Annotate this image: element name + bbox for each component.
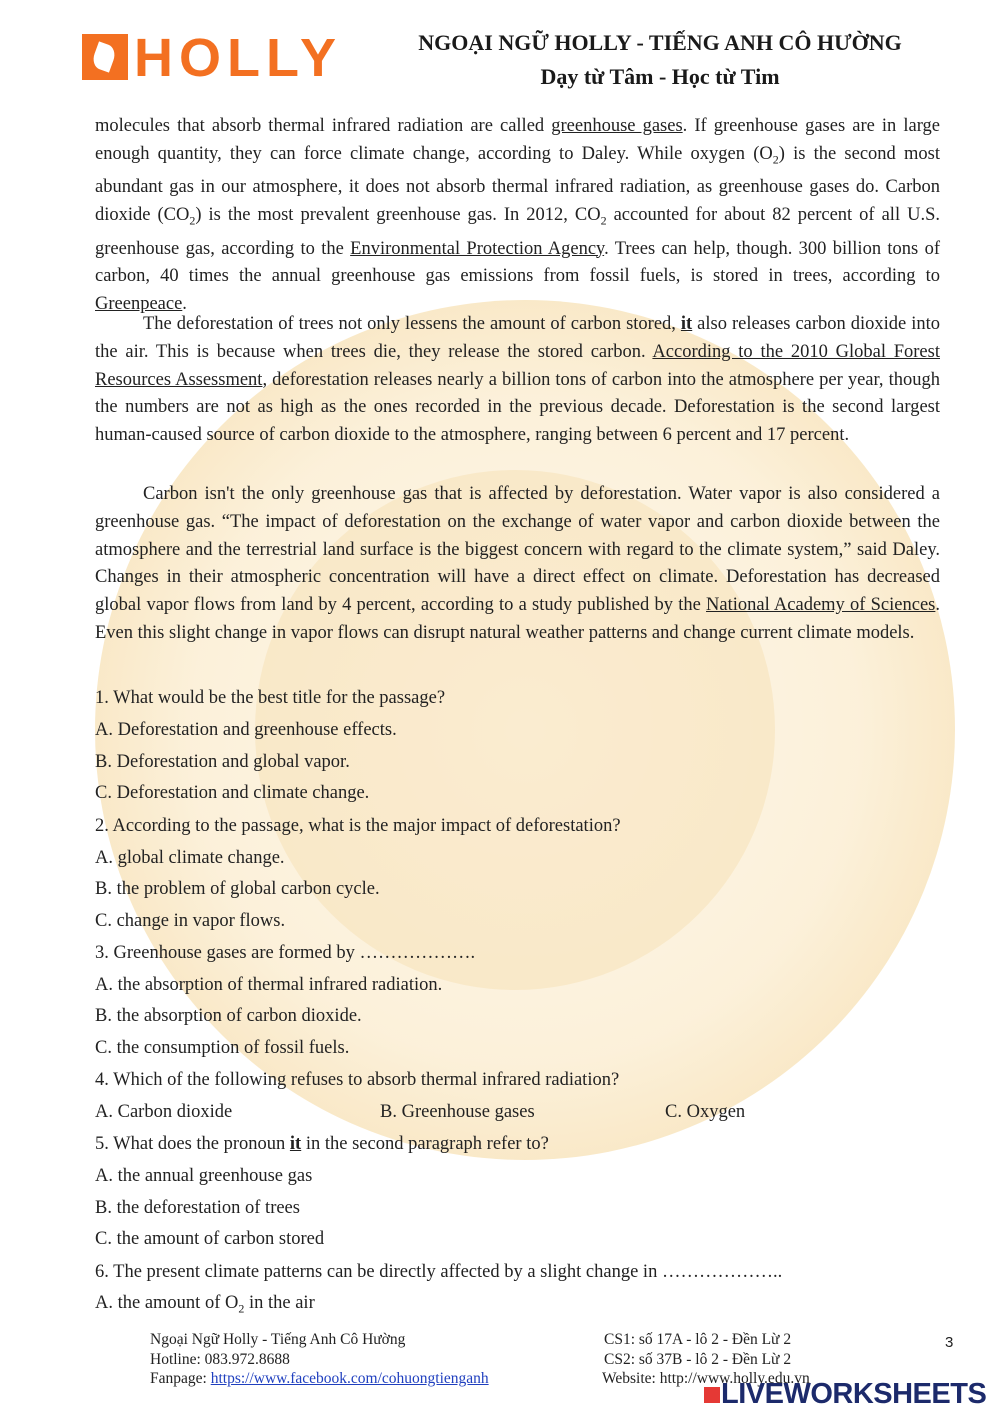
question-4-option-c: C. Oxygen: [665, 1102, 746, 1122]
page-subtitle: Dạy từ Tâm - Học từ Tim: [540, 64, 780, 89]
pronoun-it: it: [680, 314, 693, 334]
question-3: 3. Greenhouse gases are formed by ……………….: [95, 943, 476, 963]
question-1-option-c: C. Deforestation and climate change.: [95, 783, 370, 803]
passage-paragraph-3: Carbon isn't the only greenhouse gas that is affected by deforestation. Water vapor is also considered a greenhouse gas. “The impact of deforestation on the exchange of water vapor and carbon dioxide between the atmosphere and the terrestrial land surface is the biggest concern with regard to the climate system,” said Daley. Changes in their atmospheric concentration will have a direct effect on climate. Deforestation has decreased global vapor flows from land by 4 percent, according to a study published by the National Academy of Sciences. Even this slight change in vapor flows can disrupt natural weather patterns and change current climate models.: [95, 484, 940, 643]
question-1-option-b: B. Deforestation and global vapor.: [95, 752, 350, 772]
question-4-option-b: B. Greenhouse gases: [380, 1102, 535, 1122]
logo-text: HOLLY: [134, 28, 343, 88]
question-5-option-a: A. the annual greenhouse gas: [95, 1166, 313, 1186]
question-3-option-c: C. the consumption of fossil fuels.: [95, 1038, 350, 1058]
link-greenhouse-gases[interactable]: greenhouse gases: [551, 116, 683, 136]
link-epa[interactable]: Environmental Protection Agency: [350, 238, 605, 259]
question-6-option-a: A. the amount of $O_2$ in the air: [95, 1293, 315, 1316]
question-5-option-c: C. the amount of carbon stored: [95, 1229, 325, 1249]
footer-hotline: Hotline: 083.972.8688: [150, 1351, 290, 1368]
holly-logo: [82, 30, 342, 86]
fanpage-link[interactable]: https://www.facebook.com/cohuongtienganh: [210, 1370, 489, 1387]
link-greenpeace[interactable]: Greenpeace: [95, 294, 183, 315]
liveworksheets-logo[interactable]: LIVEWORKSHEETS: [704, 1378, 986, 1411]
question-4: 4. Which of the following refuses to absorb thermal infrared radiation?: [95, 1070, 620, 1090]
question-2: 2. According to the passage, what is the major impact of deforestation?: [95, 816, 621, 836]
question-3-option-a: A. the absorption of thermal infrared radiation.: [95, 975, 443, 995]
question-1-option-a: A. Deforestation and greenhouse effects.: [95, 720, 397, 740]
footer-website[interactable]: Website: http://www.holly.edu.vn: [602, 1370, 810, 1387]
question-2-option-a: A. global climate change.: [95, 848, 285, 868]
page-number: 3: [945, 1334, 954, 1351]
question-5: 5. What does the pronoun it in the second paragraph refer to?: [95, 1134, 549, 1154]
footer-cs2: CS2: số 37B - lô 2 - Đền Lừ 2: [604, 1351, 792, 1368]
question-6: 6. The present climate patterns can be directly affected by a slight change in ………………..: [95, 1262, 783, 1282]
footer-cs1: CS1: số 17A - lô 2 - Đền Lừ 2: [604, 1331, 792, 1348]
question-2-option-b: B. the problem of global carbon cycle.: [95, 879, 380, 899]
page-title: NGOẠI NGỮ HOLLY - TIẾNG ANH CÔ HƯỜNG: [418, 30, 902, 55]
link-nas[interactable]: National Academy of Sciences: [706, 595, 936, 616]
passage-paragraph-2: The deforestation of trees not only lessens the amount of carbon stored, it also releases carbon dioxide into the air. This is because when trees die, they release the stored carbon. According to the 2010 Global Forest Resources Assessment, deforestation releases nearly a billion tons of carbon into the atmosphere per year, though the numbers are not as high as the ones recorded in the previous decade. Deforestation is the second largest human-caused source of carbon dioxide to the atmosphere, ranging between 6 percent and 17 percent.: [95, 314, 941, 446]
passage-paragraph-1: molecules that absorb thermal infrared radiation are called greenhouse gases. If greenhouse gases are in large enough quantity, they can force climate change, according to Daley. While oxygen $(O_2)$ is the second most abundant gas in our atmosphere, it does not absorb thermal infrared radiation, as greenhouse gases do. Carbon dioxide $(CO_2)$ is the most prevalent greenhouse gas. In 2012, $CO_2$ accounted for about 82 percent of all U.S. greenhouse gas, according to the Environmental Protection Agency. Trees can help, though. 300 billion tons of carbon, 40 times the annual greenhouse gas emissions from fossil fuels, is stored in trees, according to Greenpeace.: [95, 116, 940, 315]
liveworksheets-icon: [704, 1387, 720, 1403]
question-1: 1. What would be the best title for the passage?: [95, 688, 446, 708]
leaf-icon: [82, 34, 128, 80]
question-5-option-b: B. the deforestation of trees: [95, 1198, 300, 1218]
question-4-option-a: A. Carbon dioxide: [95, 1102, 233, 1122]
footer-org: Ngoại Ngữ Holly - Tiếng Anh Cô Hường: [150, 1331, 406, 1348]
footer-fanpage: Fanpage: https://www.facebook.com/cohuongtienganh: [150, 1370, 489, 1387]
question-3-option-b: B. the absorption of carbon dioxide.: [95, 1006, 362, 1026]
question-5-pronoun: it: [289, 1134, 302, 1154]
question-2-option-c: C. change in vapor flows.: [95, 911, 286, 931]
link-forest-assessment[interactable]: According to the 2010 Global Forest Resources Assessment: [95, 341, 940, 390]
